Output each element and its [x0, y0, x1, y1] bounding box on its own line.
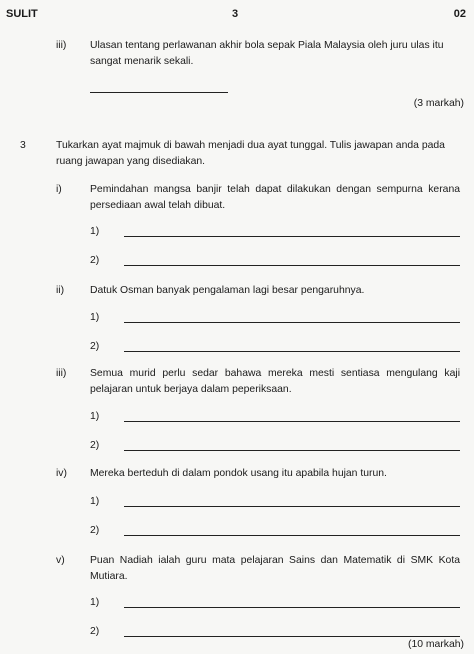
q3-iii-answer-2-line[interactable] — [124, 450, 460, 451]
q3-iv-answer-2-line[interactable] — [124, 535, 460, 536]
q3-item-ii-text: Datuk Osman banyak pengalaman lagi besar pengaruhnya. — [90, 285, 365, 296]
q3-marks: (10 markah) — [407, 639, 464, 650]
q3-number: 3 — [20, 140, 26, 151]
q3-v-answer-1-label: 1) — [90, 597, 100, 608]
q3-item-v-label: v) — [56, 555, 65, 566]
q3-instruction: Tukarkan ayat majmuk di bawah menjadi dua ayat tunggal. Tulis jawapan anda pada ruang jawapan yang disediakan. — [56, 140, 445, 167]
q3-v-answer-1-line[interactable] — [124, 607, 460, 608]
q3-i-answer-2-line[interactable] — [124, 265, 460, 266]
q3-ii-answer-1-line[interactable] — [124, 322, 460, 323]
q3-iii-answer-1-line[interactable] — [124, 421, 460, 422]
q3-i-answer-1-line[interactable] — [124, 236, 460, 237]
q2iii-marks: (3 markah) — [413, 98, 464, 109]
q3-item-i-text: Pemindahan mangsa banjir telah dapat dilakukan dengan sempurna kerana persediaan awal telah dibuat. — [90, 184, 460, 211]
q3-item-ii-label: ii) — [56, 285, 65, 296]
q3-i-answer-2-label: 2) — [90, 255, 100, 266]
q3-ii-answer-2-line[interactable] — [124, 351, 460, 352]
q3-v-answer-2-label: 2) — [90, 626, 100, 637]
q3-i-answer-1-label: 1) — [90, 226, 100, 237]
q3-ii-answer-1-label: 1) — [90, 312, 100, 323]
q3-item-v-text: Puan Nadiah ialah guru mata pelajaran Sains dan Matematik di SMK Kota Mutiara. — [90, 555, 460, 582]
q3-item-i-label: i) — [56, 184, 62, 195]
q3-item-iv-label: iv) — [56, 468, 67, 479]
q3-item-iii-text: Semua murid perlu sedar bahawa mereka mesti sentiasa mengulang kaji pelajaran untuk berjaya dalam peperiksaan. — [90, 368, 460, 395]
q3-iv-answer-1-label: 1) — [90, 496, 100, 507]
q3-iv-answer-2-label: 2) — [90, 525, 100, 536]
q3-item-iv-text: Mereka berteduh di dalam pondok usang itu apabila hujan turun. — [90, 468, 387, 479]
page-number: 3 — [232, 8, 239, 20]
q3-item-iii-label: iii) — [56, 368, 67, 379]
q2iii-text: Ulasan tentang perlawanan akhir bola sepak Piala Malaysia oleh juru ulas itu sangat menarik sekali. — [90, 40, 444, 67]
q2iii-label: iii) — [56, 40, 67, 51]
q3-iv-answer-1-line[interactable] — [124, 506, 460, 507]
header-code: 02 — [453, 8, 466, 20]
header-sulit: SULIT — [6, 8, 38, 20]
q3-iii-answer-2-label: 2) — [90, 440, 100, 451]
q3-ii-answer-2-label: 2) — [90, 341, 100, 352]
q2iii-answer-line[interactable] — [90, 92, 228, 93]
q3-iii-answer-1-label: 1) — [90, 411, 100, 422]
